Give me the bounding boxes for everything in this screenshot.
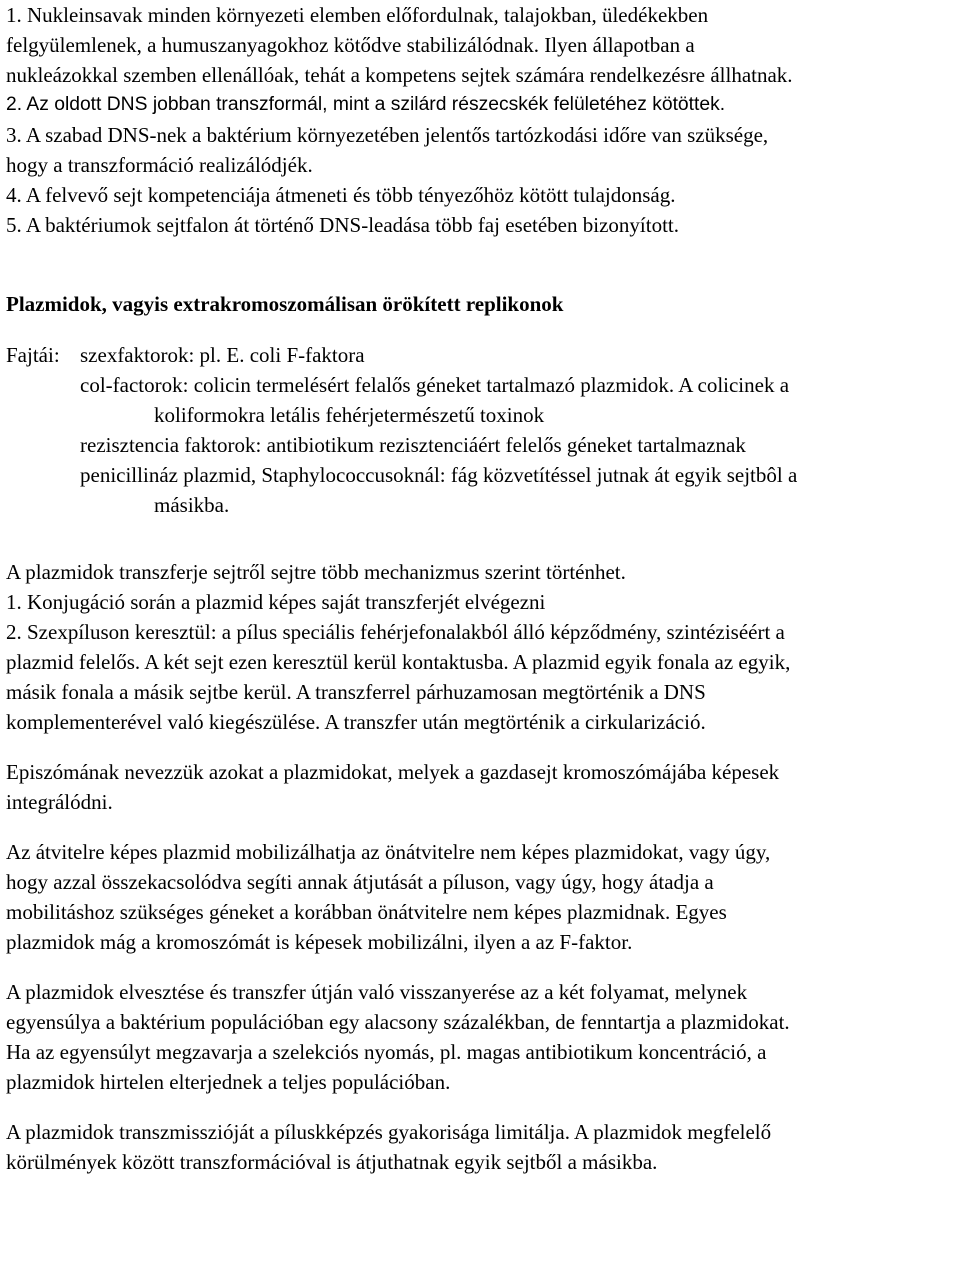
loss-line-4: plazmidok hirtelen elterjednek a teljes populációban. — [6, 1070, 451, 1094]
transfer-line-3: 2. Szexpíluson keresztül: a pílus speciális fehérjefonalakból álló képződmény, szintéziséért a — [6, 620, 785, 644]
intro-line-1: 1. Nukleinsavak minden környezeti elemben előfordulnak, talajokban, üledékekben — [6, 3, 709, 27]
final-line-1: A plazmidok transzmisszióját a píluskképzés gyakorisága limitálja. A plazmidok megfelelő — [6, 1120, 772, 1144]
final-paragraph — [6, 1117, 954, 1177]
transfer-line-1: A plazmidok transzferje sejtről sejtre több mechanizmus szerint történhet. — [6, 560, 626, 584]
mobil-line-3: mobilitáshoz szükséges géneket a korábban önátvitelre nem képes plazmidnak. Egyes — [6, 900, 727, 924]
types-col-line-1: col-factorok: colicin termelésért felalős géneket tartalmazó plazmidok. A colicinek a — [80, 373, 790, 397]
types-szexfaktor: szexfaktorok: pl. E. coli F-faktora — [80, 343, 365, 367]
transfer-section — [6, 557, 954, 737]
transfer-line-4: plazmid felelős. A két sejt ezen keresztül kerül kontaktusba. A plazmid egyik fonala az egyik, — [6, 650, 791, 674]
plasmid-types — [6, 340, 954, 520]
mobil-line-2: hogy azzal összekacsolódva segíti annak átjutását a píluson, vagy úgy, hogy átadja a — [6, 870, 714, 894]
intro-line-6: hogy a transzformáció realizálódjék. — [6, 153, 313, 177]
types-rez-line: rezisztencia faktorok: antibiotikum rezisztenciáért felelős géneket tartalmaznak — [80, 433, 746, 457]
mobilization-paragraph — [6, 837, 954, 957]
episome-line-2: integrálódni. — [6, 790, 113, 814]
types-col-line-2: koliformokra letális fehérjetermészetű toxinok — [154, 403, 545, 427]
types-pen-line-1: penicillináz plazmid, Staphylococcusoknál: fág közvetítéssel jutnak át egyik sejtbôl a — [80, 463, 798, 487]
document-page — [6, 0, 954, 1177]
loss-line-1: A plazmidok elvesztése és transzfer útján való visszanyerése az a két folyamat, melynek — [6, 980, 748, 1004]
loss-paragraph — [6, 977, 954, 1097]
intro-line-2: felgyülemlenek, a humuszanyagokhoz kötődve stabilizálódnak. Ilyen állapotban a — [6, 33, 695, 57]
mobil-line-4: plazmidok mág a kromoszómát is képesek mobilizálni, ilyen a az F-faktor. — [6, 930, 633, 954]
loss-line-3: Ha az egyensúlyt megzavarja a szelekciós nyomás, pl. magas antibiotikum koncentráció, a — [6, 1040, 767, 1064]
intro-line-8: 5. A baktériumok sejtfalon át történő DNS-leadása több faj esetében bizonyított. — [6, 213, 679, 237]
intro-section — [6, 0, 954, 240]
final-line-2: körülmények között transzformációval is átjuthatnak egyik sejtből a másikba. — [6, 1150, 658, 1174]
intro-line-3: nukleázokkal szemben ellenállóak, tehát a kompetens sejtek számára rendelkezésre állhatnak. — [6, 63, 793, 87]
types-row-first — [6, 340, 954, 370]
transfer-line-5: másik fonala a másik sejtbe kerül. A transzferrel párhuzamosan megtörténik a DNS — [6, 680, 706, 704]
section-heading: Plazmidok, vagyis extrakromoszomálisan örökített replikonok — [6, 292, 564, 316]
episome-paragraph — [6, 757, 954, 817]
transfer-line-2: 1. Konjugáció során a plazmid képes saját transzferjét elvégezni — [6, 590, 546, 614]
mobil-line-1: Az átvitelre képes plazmid mobilizálhatja az önátvitelre nem képes plazmidokat, vagy úgy, — [6, 840, 771, 864]
intro-line-4: 2. Az oldott DNS jobban transzformál, mint a szilárd részecskék felületéhez kötöttek. — [6, 94, 726, 115]
intro-line-7: 4. A felvevő sejt kompetenciája átmeneti és több tényezőhöz kötött tulajdonság. — [6, 183, 676, 207]
loss-line-2: egyensúlya a baktérium populációban egy alacsony százalékban, de fenntartja a plazmidokat. — [6, 1010, 790, 1034]
transfer-line-6: komplementerével való kiegészülése. A transzfer után megtörténik a cirkularizáció. — [6, 710, 706, 734]
types-label: Fajtái: — [6, 343, 60, 367]
episome-line-1: Episzómának nevezzük azokat a plazmidokat, melyek a gazdasejt kromoszómájába képesek — [6, 760, 780, 784]
types-pen-line-2: másikba. — [154, 493, 230, 517]
intro-line-5: 3. A szabad DNS-nek a baktérium környezetében jelentős tartózkodási időre van szüksége, — [6, 123, 769, 147]
